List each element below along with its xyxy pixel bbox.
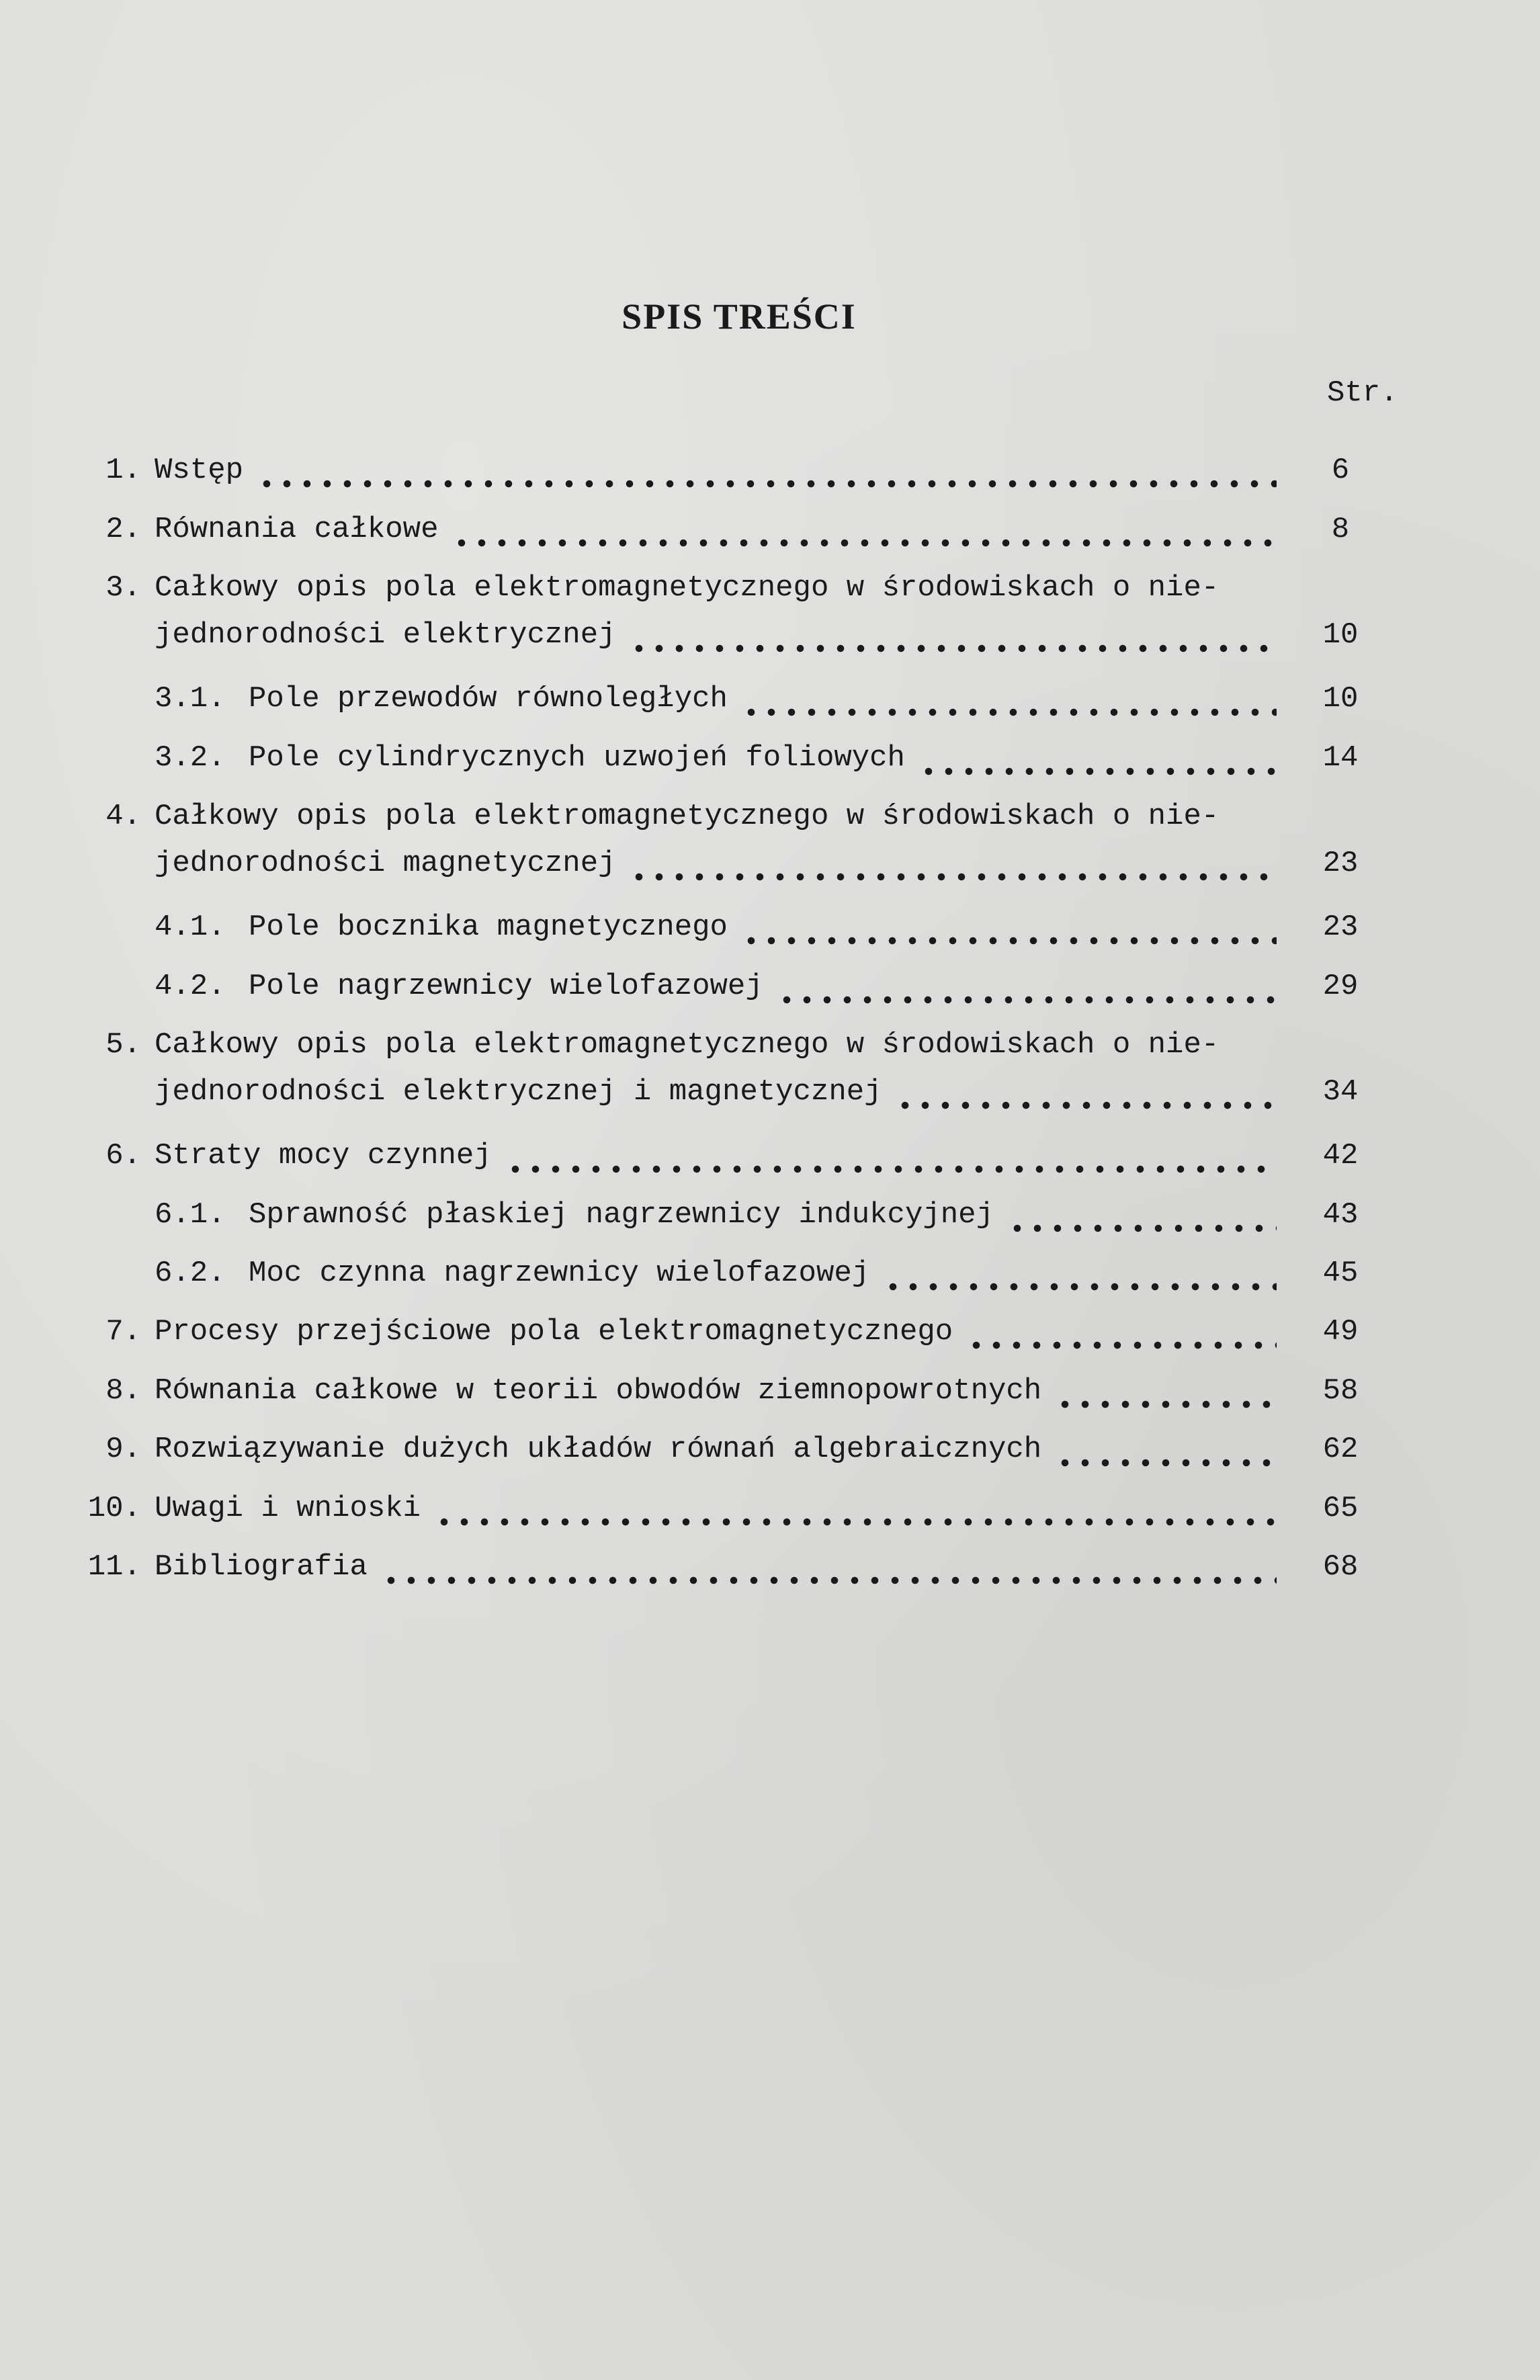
toc-entry-page: 23 [1322,847,1359,880]
toc-entry-title: Wstęp [155,454,244,487]
dot-leader [257,452,1277,499]
toc-entry-page: 62 [1322,1433,1359,1466]
page-column-label: Str. [1327,376,1398,410]
toc-entry [0,793,1540,887]
toc-entry-number: 7. [105,1315,141,1349]
toc-entry [0,1250,1540,1297]
toc-entry [0,963,1540,1010]
toc-entry-number: 3.1. [155,682,226,716]
dot-leader [381,1549,1277,1596]
toc-entry-title: jednorodności elektrycznej [155,618,616,652]
toc-entry-title: Uwagi i wnioski [155,1492,421,1525]
toc-entry-number: 10. [87,1492,141,1525]
toc-entry-page: 43 [1322,1198,1359,1232]
toc-entry-number: 9. [105,1433,141,1466]
toc-entry-page: 65 [1322,1492,1359,1525]
toc-entry-title: Pole cylindrycznych uzwojeń foliowych [249,741,905,775]
toc-entry [0,1485,1540,1532]
toc-entry-number: 4. [105,800,141,833]
toc-entry [0,506,1540,553]
toc-entry-page: 42 [1322,1139,1359,1173]
toc-entry-page: 29 [1322,970,1359,1003]
toc-entry-title: jednorodności magnetycznej [155,847,616,880]
toc-entry-title: Procesy przejściowe pola elektromagnetycznego [155,1315,953,1349]
dot-leader [895,1074,1277,1121]
toc-entry-number: 11. [87,1550,141,1584]
toc-entry-page: 6 [1331,454,1350,487]
dot-leader [434,1490,1277,1537]
toc-entry-title: Sprawność płaskiej nagrzewnicy indukcyjnej [249,1198,994,1232]
dot-leader [741,681,1277,728]
toc-entry-number: 3. [105,571,141,605]
toc-entry-page: 49 [1322,1315,1359,1349]
toc-entry-title: Pole nagrzewnicy wielofazowej [249,970,763,1003]
dot-leader [966,1314,1277,1361]
toc-entry-title: Bibliografia [155,1550,368,1584]
toc-entry-title: Całkowy opis pola elektromagnetycznego w środowiskach o nie- [155,1028,1220,1062]
toc-entry-title: jednorodności elektrycznej i magnetycznej [155,1075,882,1109]
toc-entry-number: 8. [105,1374,141,1408]
dot-leader [629,845,1277,892]
toc-entry-number: 6. [105,1139,141,1173]
toc-entry-number: 4.2. [155,970,226,1003]
dot-leader [505,1138,1277,1185]
toc-entry [0,564,1540,658]
toc-entry-page: 34 [1322,1075,1359,1109]
toc-entry-title: Pole bocznika magnetycznego [249,910,728,944]
toc-entry-page: 45 [1322,1257,1359,1290]
dot-leader [1055,1373,1277,1420]
toc-entry-page: 58 [1322,1374,1359,1408]
toc-entry [0,1191,1540,1238]
toc-entry [0,1426,1540,1473]
toc-entry-title: Pole przewodów równoległych [249,682,728,716]
toc-entry-page: 14 [1322,741,1359,775]
toc-entry [0,734,1540,781]
toc-entry-number: 5. [105,1028,141,1062]
dot-leader [1007,1197,1277,1244]
toc-entry [0,1132,1540,1179]
toc-entry-number: 6.2. [155,1257,226,1290]
toc-entry-number: 1. [105,454,141,487]
toc-entry-page: 68 [1322,1550,1359,1584]
toc-entry-title: Całkowy opis pola elektromagnetycznego w środowiskach o nie- [155,800,1220,833]
dot-leader [777,968,1277,1015]
toc-entry-title: Moc czynna nagrzewnicy wielofazowej [249,1257,870,1290]
toc-entry-title: Straty mocy czynnej [155,1139,492,1173]
dot-leader [452,511,1277,558]
toc-entry-number: 4.1. [155,910,226,944]
toc-entry [0,1543,1540,1590]
toc-entry-page: 23 [1322,910,1359,944]
toc-entry-page: 10 [1322,682,1359,716]
dot-leader [918,740,1277,787]
dot-leader [883,1255,1277,1302]
toc-entry-title: Całkowy opis pola elektromagnetycznego w środowiskach o nie- [155,571,1220,605]
dot-leader [741,909,1277,956]
toc-entry [0,447,1540,494]
toc-entry-title: Równania całkowe [155,513,439,546]
toc-entry-title: Równania całkowe w teorii obwodów ziemnopowrotnych [155,1374,1042,1408]
toc-entry [0,675,1540,722]
toc-entry [0,1367,1540,1414]
toc-entry-title: Rozwiązywanie dużych układów równań algebraicznych [155,1433,1042,1466]
toc-entry [0,904,1540,951]
toc-entry-page: 10 [1322,618,1359,652]
toc-entry-number: 3.2. [155,741,226,775]
dot-leader [629,617,1277,664]
toc-entry-number: 2. [105,513,141,546]
toc-entry-page: 8 [1331,513,1350,546]
toc-entry [0,1021,1540,1115]
toc-entry-number: 6.1. [155,1198,226,1232]
page-title: SPIS TREŚCI [622,296,857,337]
toc-entry [0,1308,1540,1355]
dot-leader [1055,1431,1277,1478]
